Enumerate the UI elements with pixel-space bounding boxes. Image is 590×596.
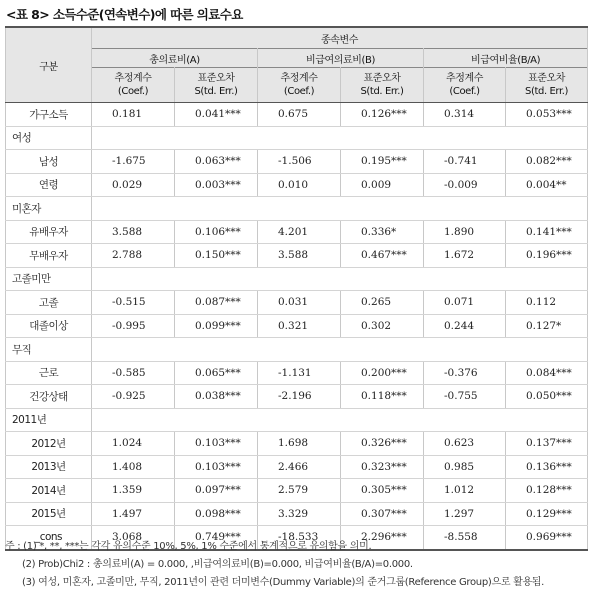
row-label: 무직 xyxy=(6,338,92,362)
table-row xyxy=(6,267,588,291)
coef-cell: -1.506 xyxy=(258,150,341,174)
coef-cell: 0.244 xyxy=(424,314,506,338)
coef-cell: 0.071 xyxy=(424,291,506,315)
stderr-cell: 0.084*** xyxy=(506,361,588,385)
stderr-cell: 0.009 xyxy=(341,173,424,197)
table-notes xyxy=(5,538,587,592)
row-header: 구분 xyxy=(6,27,92,103)
stderr-cell: 0.127* xyxy=(506,314,588,338)
coef-cell: 0.181 xyxy=(92,103,175,127)
reference-row-blank xyxy=(92,267,588,291)
coef-cell: -1.131 xyxy=(258,361,341,385)
stderr-header xyxy=(506,68,588,103)
stderr-cell: 0.097*** xyxy=(175,479,258,503)
se-header-line2: S(td. Err.) xyxy=(194,86,238,97)
table-row xyxy=(6,455,588,479)
se-header-line1: 표준오차 xyxy=(363,73,401,84)
table-title: <표 8> 소득수준(연속변수)에 따른 의료수요 xyxy=(6,7,243,22)
row-label: 연령 xyxy=(6,173,92,197)
dependent-header-ratio: 비급여비율(B/A) xyxy=(424,49,588,68)
row-label: 고졸미만 xyxy=(6,267,92,291)
reference-row-blank xyxy=(92,126,588,150)
se-header-line1: 표준오차 xyxy=(197,73,235,84)
stderr-cell: 0.126*** xyxy=(341,103,424,127)
table-row xyxy=(6,291,588,315)
note-2: (2) Prob)Chi2 : 총의료비(A) = 0.000, ,비급여의료비(B)=0.000, 비급여비율(B/A)=0.000. xyxy=(22,559,413,570)
coef-cell: 3.588 xyxy=(92,220,175,244)
coef-header-line2: (Coef.) xyxy=(449,86,480,97)
dependent-header-total: 총의료비(A) xyxy=(92,49,258,68)
row-label: 2013년 xyxy=(6,455,92,479)
stderr-cell: 0.129*** xyxy=(506,502,588,526)
coef-cell: 0.029 xyxy=(92,173,175,197)
stderr-cell: 0.136*** xyxy=(506,455,588,479)
coef-header xyxy=(424,68,506,103)
coef-cell: 2.466 xyxy=(258,455,341,479)
table-row xyxy=(6,103,588,127)
group-header: 종속변수 xyxy=(92,27,588,49)
stderr-cell: 0.128*** xyxy=(506,479,588,503)
stderr-cell: 0.307*** xyxy=(341,502,424,526)
coef-cell: -0.515 xyxy=(92,291,175,315)
stderr-cell: 0.305*** xyxy=(341,479,424,503)
row-label: 가구소득 xyxy=(6,103,92,127)
stderr-cell: 0.749*** xyxy=(175,526,258,550)
stderr-header xyxy=(175,68,258,103)
table-row xyxy=(6,385,588,409)
coef-cell: -2.196 xyxy=(258,385,341,409)
coef-cell: 0.314 xyxy=(424,103,506,127)
stderr-cell: 0.050*** xyxy=(506,385,588,409)
stderr-cell: 0.302 xyxy=(341,314,424,338)
stderr-cell: 0.112 xyxy=(506,291,588,315)
reference-row-blank xyxy=(92,408,588,432)
table-row xyxy=(6,220,588,244)
row-label: 남성 xyxy=(6,150,92,174)
se-header-line2: S(td. Err.) xyxy=(360,86,404,97)
coef-cell: 1.890 xyxy=(424,220,506,244)
stderr-cell: 0.103*** xyxy=(175,432,258,456)
row-label: 2011년 xyxy=(6,408,92,432)
stderr-cell: 0.467*** xyxy=(341,244,424,268)
stderr-cell: 0.103*** xyxy=(175,455,258,479)
coef-cell: 3.329 xyxy=(258,502,341,526)
row-label: 2012년 xyxy=(6,432,92,456)
stderr-cell: 0.196*** xyxy=(506,244,588,268)
reference-row-blank xyxy=(92,197,588,221)
table-row xyxy=(6,244,588,268)
stderr-cell: 0.053*** xyxy=(506,103,588,127)
stderr-cell: 0.004** xyxy=(506,173,588,197)
stderr-cell: 0.137*** xyxy=(506,432,588,456)
se-header-line1: 표준오차 xyxy=(528,73,566,84)
table-row xyxy=(6,502,588,526)
table-row xyxy=(6,432,588,456)
stderr-cell: 0.106*** xyxy=(175,220,258,244)
coef-cell: 1.024 xyxy=(92,432,175,456)
coef-cell: 0.010 xyxy=(258,173,341,197)
coef-cell: 3.068 xyxy=(92,526,175,550)
coef-cell: -0.995 xyxy=(92,314,175,338)
dependent-header-noncovered: 비급여의료비(B) xyxy=(258,49,424,68)
table-row xyxy=(6,408,588,432)
table-body xyxy=(6,103,588,550)
stderr-cell: 0.141*** xyxy=(506,220,588,244)
coef-cell: 1.672 xyxy=(424,244,506,268)
stderr-cell: 0.038*** xyxy=(175,385,258,409)
coef-cell: 1.359 xyxy=(92,479,175,503)
coef-cell: 1.408 xyxy=(92,455,175,479)
stderr-cell: 0.082*** xyxy=(506,150,588,174)
coef-cell: 4.201 xyxy=(258,220,341,244)
stderr-cell: 0.087*** xyxy=(175,291,258,315)
stderr-cell: 0.200*** xyxy=(341,361,424,385)
row-label: 유배우자 xyxy=(6,220,92,244)
stderr-cell: 0.336* xyxy=(341,220,424,244)
coef-cell: 1.698 xyxy=(258,432,341,456)
coef-cell: 2.788 xyxy=(92,244,175,268)
coef-cell: -0.755 xyxy=(424,385,506,409)
table-row xyxy=(6,479,588,503)
stderr-cell: 0.969*** xyxy=(506,526,588,550)
row-label: 대졸이상 xyxy=(6,314,92,338)
coef-cell: -0.925 xyxy=(92,385,175,409)
stderr-cell: 0.063*** xyxy=(175,150,258,174)
stderr-cell: 0.150*** xyxy=(175,244,258,268)
table-row xyxy=(6,197,588,221)
row-label: 건강상태 xyxy=(6,385,92,409)
table-row xyxy=(6,150,588,174)
coef-cell: 1.012 xyxy=(424,479,506,503)
coef-cell: 1.497 xyxy=(92,502,175,526)
stderr-cell: 0.265 xyxy=(341,291,424,315)
coef-header-line1: 추정계수 xyxy=(445,73,484,84)
stderr-cell: 0.323*** xyxy=(341,455,424,479)
se-header-line2: S(td. Err.) xyxy=(525,86,569,97)
stderr-cell: 2.296*** xyxy=(341,526,424,550)
coef-cell: -0.009 xyxy=(424,173,506,197)
row-label: 2014년 xyxy=(6,479,92,503)
coef-cell: -0.376 xyxy=(424,361,506,385)
note-1: 주 : (1) *, **, ***는 각각 유의수준 10%, 5%, 1% 수준에서 통계적으로 유의함을 의미. xyxy=(5,541,372,552)
table-row xyxy=(6,314,588,338)
coef-cell: 3.588 xyxy=(258,244,341,268)
coef-header xyxy=(258,68,341,103)
row-label: 무배우자 xyxy=(6,244,92,268)
note-3: (3) 여성, 미혼자, 고졸미만, 무직, 2011년이 관련 더미변수(Dummy Variable)의 준거그룹(Reference Group)으로 활용됨. xyxy=(22,577,545,588)
table-row xyxy=(6,338,588,362)
row-label: 근로 xyxy=(6,361,92,385)
stderr-cell: 0.118*** xyxy=(341,385,424,409)
coef-cell: 0.031 xyxy=(258,291,341,315)
coef-cell: 2.579 xyxy=(258,479,341,503)
table-row xyxy=(6,126,588,150)
stderr-header xyxy=(341,68,424,103)
coef-cell: 0.675 xyxy=(258,103,341,127)
coef-cell: -0.741 xyxy=(424,150,506,174)
table-row xyxy=(6,173,588,197)
coef-header-line2: (Coef.) xyxy=(283,86,315,97)
coef-cell: 0.321 xyxy=(258,314,341,338)
row-label: 2015년 xyxy=(6,502,92,526)
coef-cell: -8.558 xyxy=(424,526,506,550)
coef-cell: 1.297 xyxy=(424,502,506,526)
coef-cell: 0.623 xyxy=(424,432,506,456)
coef-cell: -1.675 xyxy=(92,150,175,174)
stderr-cell: 0.326*** xyxy=(341,432,424,456)
table-row xyxy=(6,361,588,385)
coef-header xyxy=(92,68,175,103)
coef-header-line1: 추정계수 xyxy=(114,73,152,84)
coef-cell: -18.533 xyxy=(258,526,341,550)
reference-row-blank xyxy=(92,338,588,362)
stderr-cell: 0.098*** xyxy=(175,502,258,526)
row-label: 고졸 xyxy=(6,291,92,315)
stderr-cell: 0.099*** xyxy=(175,314,258,338)
regression-table xyxy=(5,26,588,551)
stderr-cell: 0.041*** xyxy=(175,103,258,127)
stderr-cell: 0.195*** xyxy=(341,150,424,174)
row-label: _cons xyxy=(6,526,92,550)
row-label: 여성 xyxy=(6,126,92,150)
stderr-cell: 0.065*** xyxy=(175,361,258,385)
coef-header-line1: 추정계수 xyxy=(280,73,318,84)
row-label: 미혼자 xyxy=(6,197,92,221)
coef-cell: 0.985 xyxy=(424,455,506,479)
stderr-cell: 0.003*** xyxy=(175,173,258,197)
coef-cell: -0.585 xyxy=(92,361,175,385)
coef-header-line2: (Coef.) xyxy=(117,86,149,97)
